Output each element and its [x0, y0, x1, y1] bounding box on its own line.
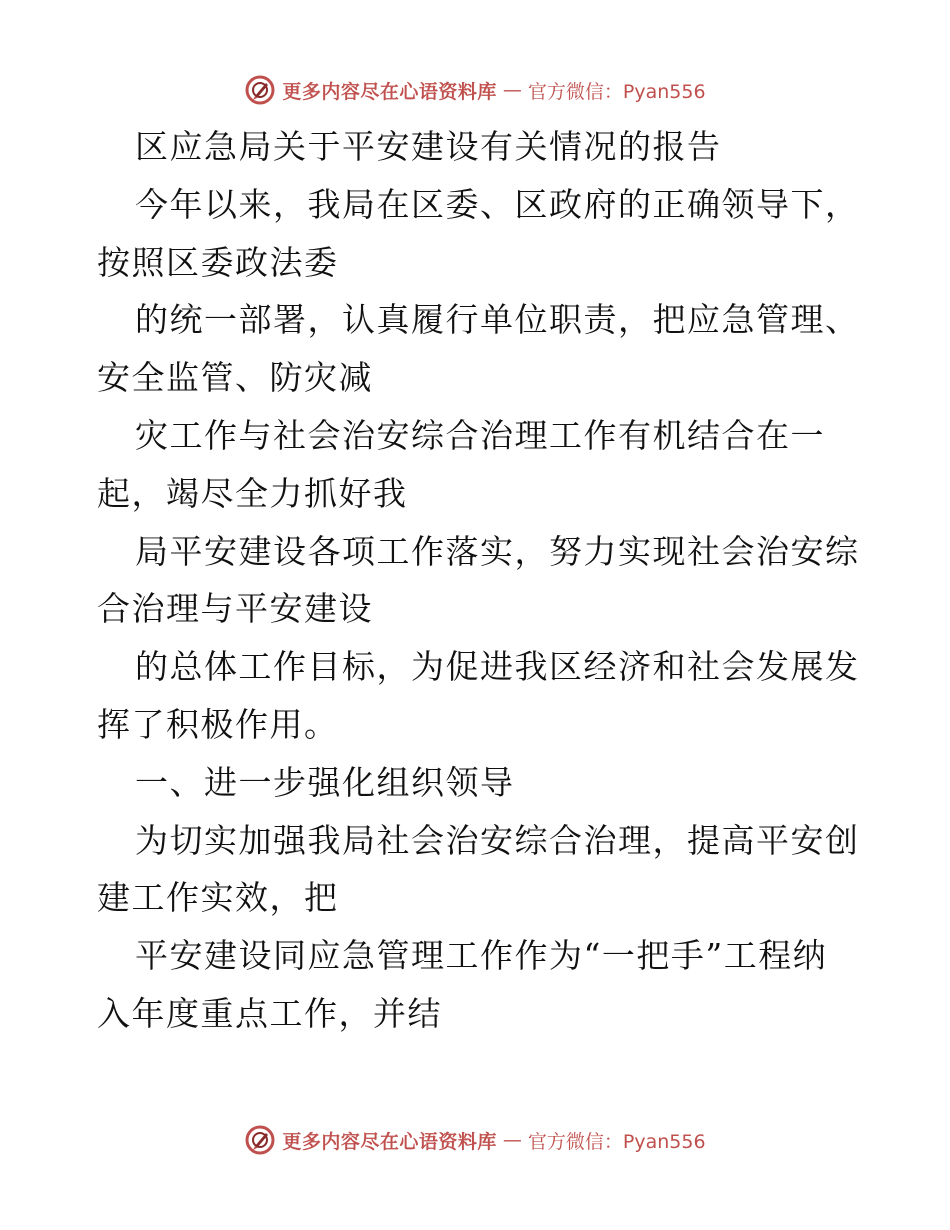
paragraph-line: 灾工作与社会治安综合治理工作有机结合在一 — [135, 415, 825, 455]
paragraph-line: 建工作实效，把 — [97, 878, 339, 918]
pen-logo-icon — [244, 1124, 276, 1156]
watermark-wechat-text: 官方微信：Pyan556 — [527, 1130, 706, 1153]
paragraph-line: 按照区委政法委 — [97, 242, 339, 282]
watermark-dash: — — [502, 79, 522, 101]
watermark-brand-text: 更多内容尽在心语资料库 — [282, 1130, 497, 1153]
paragraph-line: 合治理与平安建设 — [97, 589, 373, 629]
paragraph-line: 今年以来，我局在区委、区政府的正确领导下， — [135, 184, 860, 224]
watermark-brand-text: 更多内容尽在心语资料库 — [282, 80, 497, 103]
paragraph-line: 平安建设同应急管理工作作为“一把手”工程纳 — [135, 936, 828, 976]
paragraph-line: 安全监管、防灾减 — [97, 358, 373, 398]
paragraph-line: 的统一部署，认真履行单位职责，把应急管理、 — [135, 300, 860, 340]
section-heading: 一、进一步强化组织领导 — [135, 762, 515, 802]
paragraph-line: 为切实加强我局社会治安综合治理，提高平安创 — [135, 820, 860, 860]
watermark-dash: — — [502, 1129, 522, 1151]
paragraph-line: 起，竭尽全力抓好我 — [97, 473, 408, 513]
paragraph-line: 的总体工作目标，为促进我区经济和社会发展发 — [135, 647, 860, 687]
watermark-wechat-text: 官方微信：Pyan556 — [527, 80, 706, 103]
footer-watermark — [0, 1120, 950, 1160]
document-body — [97, 118, 860, 1043]
paragraph-line: 入年度重点工作，并结 — [97, 993, 442, 1033]
header-watermark — [0, 70, 950, 110]
paragraph-line: 局平安建设各项工作落实，努力实现社会治安综 — [135, 531, 860, 571]
pen-logo-icon — [244, 74, 276, 106]
paragraph-line: 挥了积极作用。 — [97, 704, 339, 744]
document-title: 区应急局关于平安建设有关情况的报告 — [135, 127, 722, 166]
